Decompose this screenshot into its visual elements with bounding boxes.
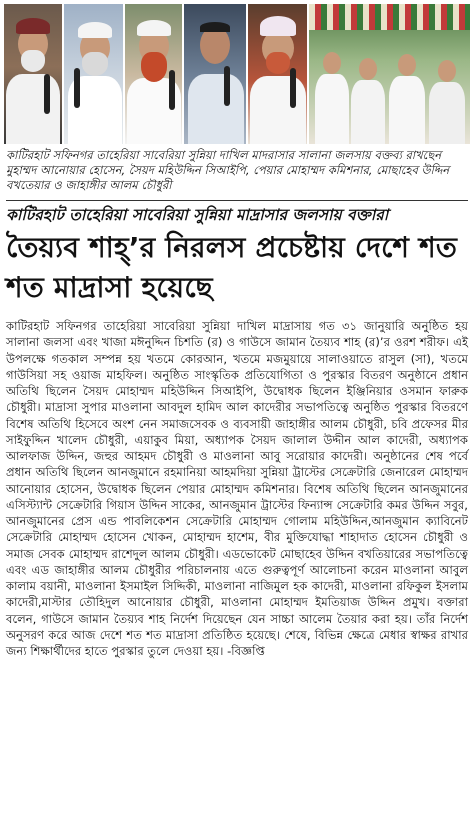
photo-caption: কাটিরহাট সফিনগর তাহেরিয়া সাবেরিয়া সুন্নিয়া দাখিল মাদরাসার সালানা জলসায় বক্তব্য রাখছেন মুহাম্মদ আনোয়ার হোসেন, সৈয়দ মহিউদ্দিন সিআইপি, পেয়ার মোহাম্মদ কমিশনার, মোছাহেব উদ্দিন বখতেয়ার ও জাহাঙ্গীর আলম চৌধুরী	[6, 148, 450, 192]
article-body: কাটিরহাট সফিনগর তাহেরিয়া সাবেরিয়া সুন্নিয়া দাখিল মাদ্রাসায় গত ৩১ জানুয়ারি অনুষ্ঠিত হয় সালানা জলসা এবং খাজা মঈনুদ্দিন চিশতি (র) ও গাউসে জামান তৈয়্যব শাহ (র)’র ওরশ শরীফ। এই উপলক্ষে গতকাল সম্পন্ন হয় খতমে কোরআন, খতমে মজমুয়ায়ে সালাওয়াতে রাসুল (সা), খতমে গাউসিয়া সহ ওয়াজ মাহফিল। অনুষ্ঠিত সাংস্কৃতিক প্রতিযোগিতা ও পুরস্কার বিতরণ অনুষ্ঠানে প্রধান অতিথি ছিলেন সৈয়দ মোহাম্মদ মহিউদ্দিন সিআইপি, উদ্বোধক ছিলেন ইঞ্জিনিয়ার ওসমান ফারুক চৌধুরী। মাদ্রাসা সুপার মাওলানা আবদুল হামিদ আল কাদেরীর সভাপতিত্বে অনুষ্ঠিত পুরস্কার বিতরণে বিশেষ অতিথি হিসেবে অংশ নেন সমাজসেবক ও ব্যবসায়ী জাহাঙ্গীর আলম চৌধুরী, চবি প্রফেসর মীর সাইফুদ্দিন খালেদ চৌধুরী, এয়াকুব মিয়া, অধ্যাপক সৈয়দ জালাল উদ্দীন আল কাদেরী, অধ্যাপক আলফাজ উদ্দিন, জহুর আহমদ চৌধুরী ও মাওলানা আবু সরোয়ার কাদেরী। অনুষ্ঠানের শেষ পর্বে প্রধান অতিথি ছিলেন আনজুমানে রহমানিয়া আহমদিয়া সুন্নিয়া ট্রাস্টের সেক্রেটারি জেনারেল মোহাম্মদ আনোয়ার হোসেন, উদ্বোধক ছিলেন পেয়ার মোহাম্মদ কমিশনার। বিশেষ অতিথি ছিলেন আনজুমানের এসিস্ট্যান্ট সেক্রেটারি গিয়াস উদ্দিন সাকের, আনজুমান ট্রাস্টের ফিন্যান্স সেক্রেটারি কমর উদ্দিন সবুর, আনজুমানের প্রেস এন্ড পাবলিকেশন সেক্রেটারি মোহাম্মদ গোলাম মহিউদ্দিন,আনজুমান ক্যাবিনেট সেক্রেটারি মোহাম্মদ হোসেন খোকন, মোহাম্মদ হাশেম, বীর মুক্তিযোদ্ধা শাহাদাত হোসেন চৌধুরী ও সমাজ সেবক মোহাম্মদ রাশেদুল আলম চৌধুরী। এডভোকেট মোছাহেব উদ্দিন বখতিয়ারের সভাপতিত্বে এবং এড জাহাঙ্গীর আলম চৌধুরীর পরিচালনায় এতে গুরুত্বপূর্ণ আলোচনা করেন মাওলানা আবুল কালাম বয়ানী, মাওলানা ইসমাইল সিদ্দিকী, মাওলানা নাজিমুল হক কাদেরী, মাওলানা রফিকুল ইসলাম কাদেরী,মাস্টার তৌহিদুল আনোয়ার চৌধুরী, মাওলানা মোহাম্মদ ইমতিয়াজ উদ্দিন প্রমুখ। বক্তারা বলেন, গাউসে জামান তৈয়্যব শাহ নির্দেশ দিয়েছেন যেন সাচ্চা আলেম তৈয়ার করা হয়। তাঁর নির্দেশ অনুসরণ করে আজ দেশে শত শত মাদ্রাসা প্রতিষ্ঠিত হয়েছে। শেষে, বিভিন্ন ক্ষেত্রে মেধার স্বাক্ষর রাখার জন্য শিক্ষার্থীদের হাতে পুরস্কার তুলে দেওয়া হয়। -বিজ্ঞপ্তি	[6, 319, 468, 658]
speaker-photo	[248, 4, 307, 144]
speaker-photo	[125, 4, 183, 144]
subheadline: কাটিরহাট তাহেরিয়া সাবেরিয়া সুন্নিয়া মাদ্রাসার জলসায় বক্তারা	[6, 206, 389, 224]
photo-strip	[4, 4, 470, 144]
divider	[6, 200, 468, 201]
speaker-photo	[64, 4, 123, 144]
audience-photo	[309, 4, 470, 144]
speaker-photo	[4, 4, 62, 144]
speaker-photo	[184, 4, 245, 144]
headline: তৈয়্যব শাহ্’র নিরলস প্রচেষ্টায় দেশে শত শত মাদ্রাসা হয়েছে	[6, 231, 458, 304]
